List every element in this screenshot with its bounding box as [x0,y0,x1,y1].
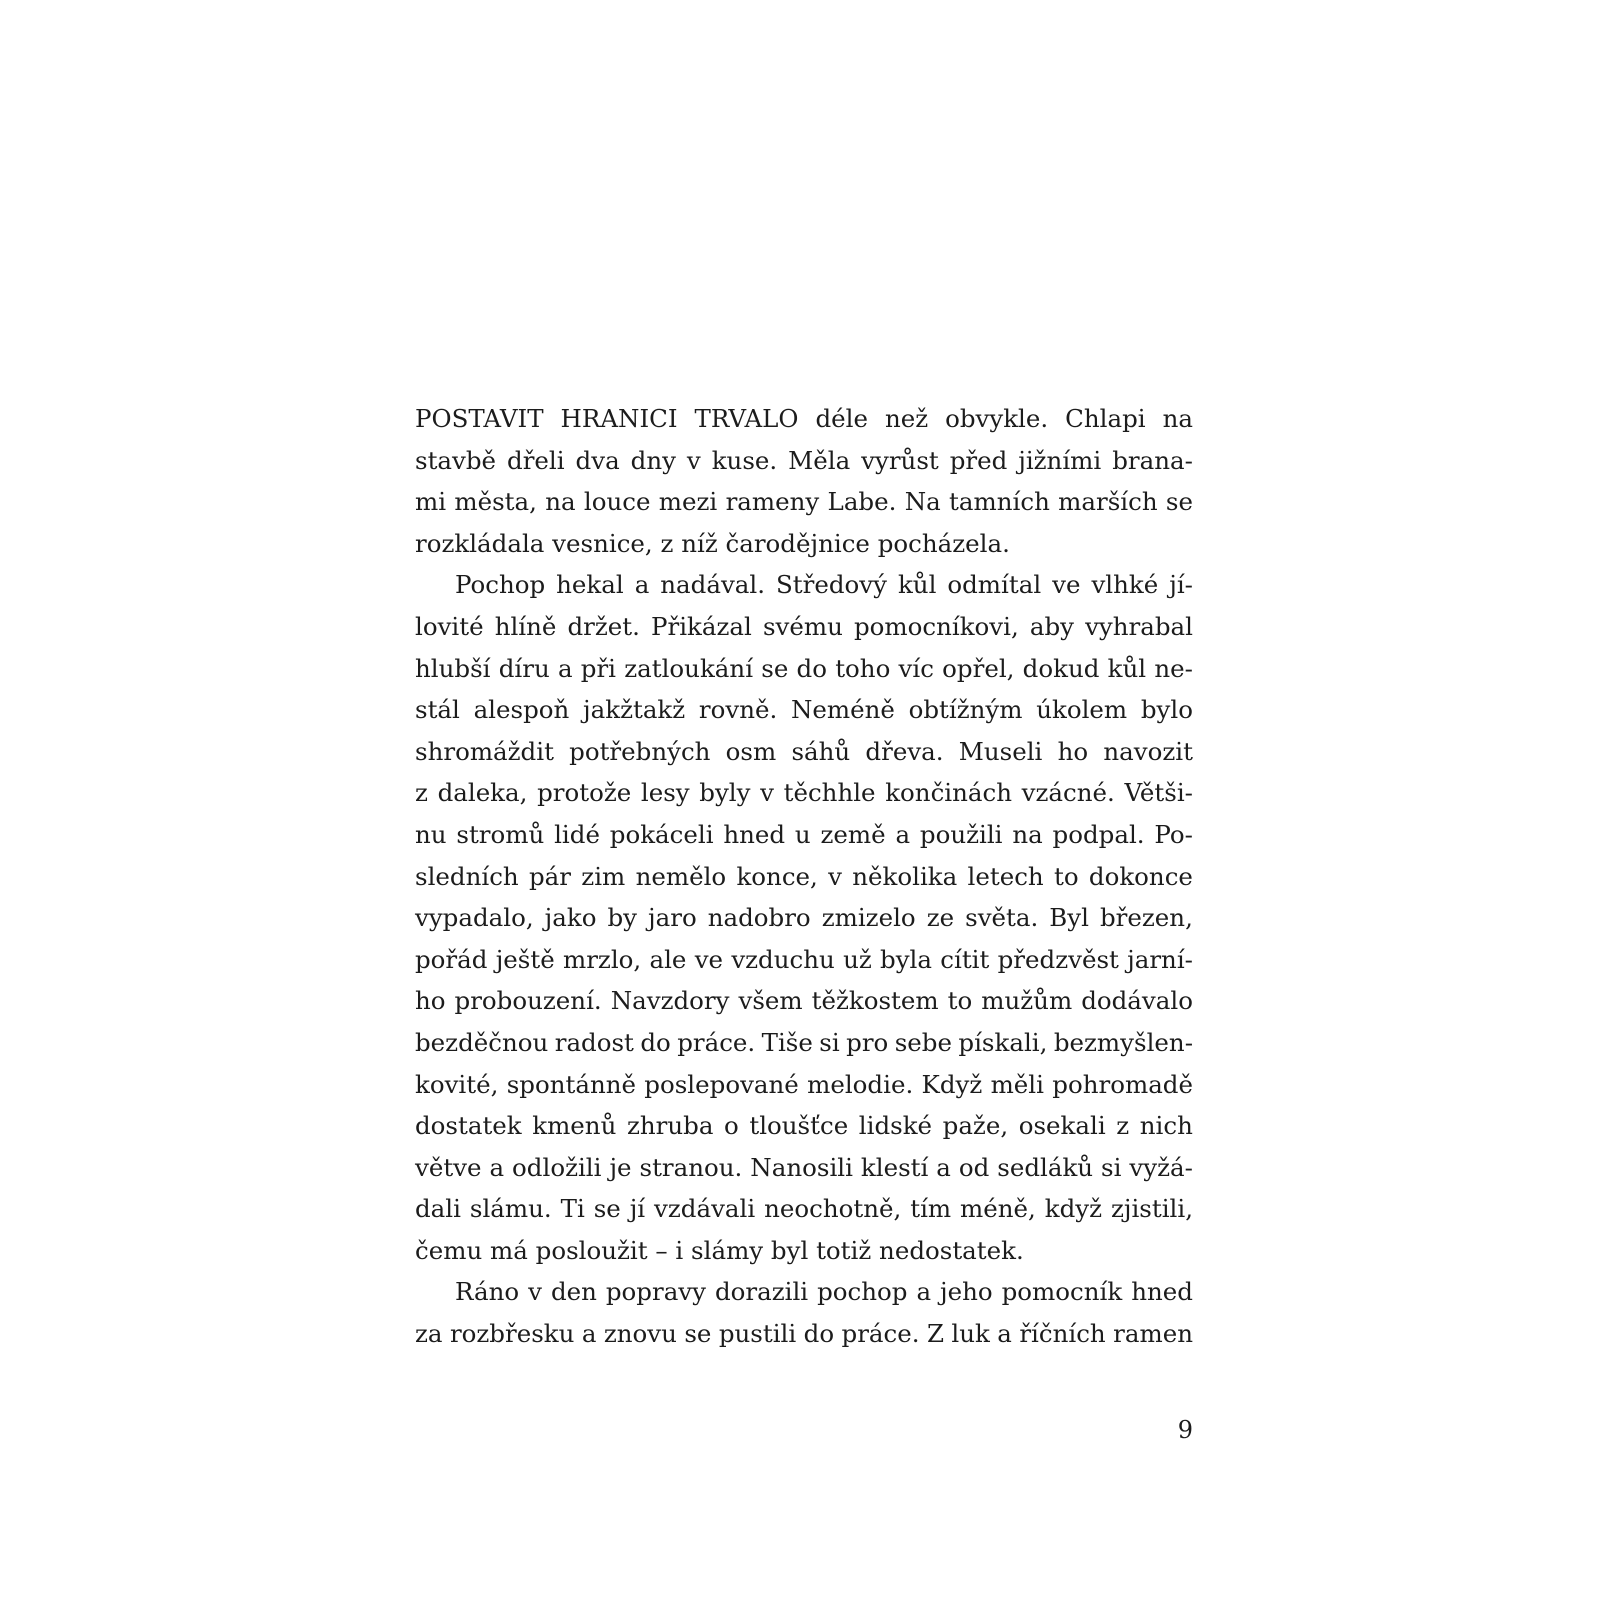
word: Neméně [790,695,895,725]
word: protože [537,778,632,808]
word: rameny [725,487,820,517]
word: práce. [841,1319,920,1349]
word: držet. [567,611,640,641]
text-line [415,856,1193,898]
word: to [947,986,973,1016]
word: ne- [1154,653,1193,683]
text-line [415,481,1193,523]
word: tloušťce [749,1111,849,1141]
word: Tiše [761,1027,813,1057]
word: pro [846,1027,889,1057]
word: alespoň [473,695,570,725]
word: mi [415,487,447,517]
word: dorazili [714,1277,809,1307]
word: a [634,570,650,600]
word: sáhů [791,736,851,766]
word: luk [951,1319,990,1349]
word: a [936,1152,951,1182]
word: nemělo [635,861,727,891]
word: v [686,445,701,475]
word: paže, [942,1111,1009,1141]
word: když [1044,1194,1103,1224]
word: spontánně [506,1069,636,1099]
text-line [415,1147,1193,1189]
text-line [415,1064,1193,1106]
word: letech [967,861,1044,891]
word: osm [725,736,777,766]
word: kuse. [711,445,778,475]
word: ze [926,903,955,933]
word: pochop [817,1277,908,1307]
word: a [581,1319,597,1349]
word: mrzlo, [562,944,642,974]
word: hned [723,819,786,849]
body-text [415,398,1193,1355]
word: slámu. [469,1194,552,1224]
word: Byl [1049,903,1089,933]
word: pískali, [958,1027,1048,1057]
word: Pochop [455,570,546,600]
word: opřel, [942,653,1015,683]
word: před [949,445,1008,475]
word: v [760,778,774,808]
word: navozit [1103,736,1193,766]
word: tím [910,1194,952,1224]
word: TRVALO [694,404,799,433]
word: zmizelo [821,903,916,933]
word: vzácné. [1021,778,1115,808]
word: kůl [1107,653,1147,683]
word: od [958,1152,990,1182]
word: stranou. [639,1152,743,1182]
word: mezi [658,487,718,517]
word: vzdávali [654,1194,756,1224]
word: lidé [554,819,600,849]
text-line [415,731,1193,773]
text-line [415,1313,1193,1355]
word: pořád [415,944,488,974]
word: Ti [560,1194,585,1224]
word: svému [762,611,843,641]
word: lovité [415,611,484,641]
word: hekal [556,570,624,600]
word: jí- [1169,570,1193,600]
word: jí [629,1194,646,1224]
word: říčních [1019,1319,1106,1349]
word: melodie. [807,1069,914,1099]
word: v [528,1277,542,1307]
word: pohromadě [1052,1069,1193,1099]
word: cítit [940,944,990,974]
word: do [796,653,827,683]
word: jižními [1018,445,1102,475]
word: sedláků [997,1152,1094,1182]
word: den [550,1277,597,1307]
word: poslepované [644,1069,799,1099]
word: ramen [1113,1319,1193,1349]
word: a [997,1319,1012,1349]
text-line [415,1105,1193,1147]
word: země [820,819,886,849]
word: o [724,1111,739,1141]
word: stál [415,695,460,725]
word: obtížným [908,695,1023,725]
word: radost [554,1027,634,1057]
paragraph [415,1271,1193,1354]
word: zhruba [626,1111,714,1141]
word: větve [415,1152,482,1182]
word: zim [581,861,626,891]
text-line [415,606,1193,648]
word: dny [630,445,676,475]
word: použili [919,819,1003,849]
word: kůl [897,570,937,600]
word: Přikázal [651,611,752,641]
word: a [489,1152,505,1182]
word: vyžá- [1129,1152,1193,1182]
word: Labe. [827,487,897,517]
word: POSTAVIT [415,404,544,433]
text-line [415,1271,1193,1313]
word: louce [583,487,651,517]
word: zatloukání [624,653,754,683]
word: toho [835,653,891,683]
text-line [415,1022,1193,1064]
word: HRANICI [560,404,678,433]
word: byla [880,944,932,974]
text-line [415,440,1193,482]
word: lesy [640,778,690,808]
word: probouzení. [454,986,602,1016]
paragraph [415,398,1193,564]
word: mužům [981,986,1073,1016]
word: Měla [788,445,851,475]
word: Větši- [1124,778,1193,808]
word: popravy [605,1277,706,1307]
word: bylo [1140,695,1193,725]
word: vlhké [1091,570,1159,600]
word: déle [815,404,868,433]
text-line [415,814,1193,856]
word: zjistili, [1110,1194,1193,1224]
word: klestí [860,1152,929,1182]
word: je [609,1152,632,1182]
word: dodávalo [1081,986,1193,1016]
word: Chlapi [1065,404,1146,433]
word: úkolem [1036,695,1128,725]
word: vypadalo, [415,903,534,933]
word: kovité, [415,1069,499,1099]
word: méně, [960,1194,1036,1224]
word: jako [544,903,597,933]
word: hlíně [494,611,557,641]
word: jaro [648,903,697,933]
word: z [415,778,428,808]
word: a [895,819,911,849]
word: březen, [1100,903,1193,933]
word: byly [699,778,751,808]
text-line [415,648,1193,690]
word: několika [852,861,958,891]
word: vzduchu [731,944,835,974]
text-line [415,398,1193,440]
word: u [794,819,811,849]
word: a [916,1277,932,1307]
word: obvykle. [945,404,1049,433]
word: daleka, [437,778,528,808]
word: dali [415,1194,461,1224]
word: Navzdory [610,986,730,1016]
word: jeho [940,1277,993,1307]
word: těžkostem [811,986,939,1016]
word: stromů [456,819,545,849]
word: z [1116,1111,1130,1141]
word: osekali [1018,1111,1106,1141]
text-line: čemu má posloužit – i slámy byl totiž nedostatek. [415,1235,1024,1265]
text-line [415,564,1193,606]
word: víc [898,653,934,683]
word: pustili [718,1319,797,1349]
word: neochotně, [764,1194,902,1224]
text-line [415,980,1193,1022]
word: na [545,487,576,517]
word: podpal. [1052,819,1145,849]
word: se [761,653,789,683]
text-line [415,897,1193,939]
word: než [884,404,929,433]
word: ve [1052,570,1081,600]
page-number: 9 [1177,1416,1193,1444]
text-line [415,939,1193,981]
word: bezděčnou [415,1027,549,1057]
paragraph [415,564,1193,1271]
word: znovu [603,1319,677,1349]
word: se [684,1319,712,1349]
word: marších [1058,487,1158,517]
word: těchhle [783,778,876,808]
word: ještě [495,944,555,974]
word: tamních [949,487,1050,517]
word: brana- [1112,445,1193,475]
word: hned [1131,1277,1193,1307]
word: to [1054,861,1079,891]
word: shromáždit [415,736,554,766]
word: měli [990,1069,1044,1099]
word: pár [529,861,572,891]
word: Středový [776,570,887,600]
word: dřeli [507,445,565,475]
word: konce, [736,861,818,891]
word: nadobro [707,903,811,933]
word: dokonce [1088,861,1193,891]
word: bezmyšlen- [1053,1027,1193,1057]
word: ve [694,944,724,974]
word: stavbě [415,445,497,475]
word: si [1101,1152,1122,1182]
word: ho [1057,736,1089,766]
word: Když [921,1069,983,1099]
word: odmítal [947,570,1042,600]
word: rovně. [698,695,778,725]
word: na [1162,404,1193,433]
text-line [415,772,1193,814]
word: sebe [894,1027,952,1057]
word: potřebných [569,736,711,766]
word: sledních [415,861,519,891]
word: si [819,1027,840,1057]
word: se [1165,487,1193,517]
word: hlubší [415,653,491,683]
word: ale [649,944,687,974]
word: a [557,653,573,683]
word: jakžtakž [583,695,686,725]
word: ho [415,986,446,1016]
word: do [803,1319,835,1349]
word: už [843,944,872,974]
word: Z [926,1319,944,1349]
word: předzvěst [997,944,1119,974]
word: Po- [1154,819,1193,849]
word: dokud [1022,653,1100,683]
word: rozbřesku [449,1319,575,1349]
word: aby [1029,611,1074,641]
word: práce. [677,1027,756,1057]
word: do [640,1027,671,1057]
word: jarní- [1127,944,1193,974]
word: Na [904,487,941,517]
word: nadával. [660,570,766,600]
word: pomocníkovi, [853,611,1019,641]
word: vyhrabal [1085,611,1193,641]
word: dřeva. [865,736,944,766]
word: světa. [965,903,1039,933]
word: Ráno [455,1277,520,1307]
word: všem [738,986,803,1016]
word: za [415,1319,443,1349]
text-line [415,1188,1193,1230]
word: pokáceli [609,819,714,849]
word: díru [498,653,550,683]
word: dva [575,445,620,475]
word: odložili [512,1152,602,1182]
text-line: rozkládala vesnice, z níž čarodějnice pocházela. [415,528,1010,558]
word: pomocník [1001,1277,1123,1307]
word: vyrůst [861,445,939,475]
word: se [593,1194,621,1224]
text-line [415,689,1193,731]
word: na [1012,819,1043,849]
word: dostatek [415,1111,522,1141]
word: v [828,861,842,891]
word: nu [415,819,447,849]
word: lidské [858,1111,933,1141]
word: nich [1139,1111,1193,1141]
word: města, [454,487,537,517]
word: Nanosili [750,1152,853,1182]
word: končinách [885,778,1013,808]
word: by [607,903,638,933]
word: Museli [958,736,1043,766]
word: při [580,653,617,683]
word: kmenů [532,1111,617,1141]
